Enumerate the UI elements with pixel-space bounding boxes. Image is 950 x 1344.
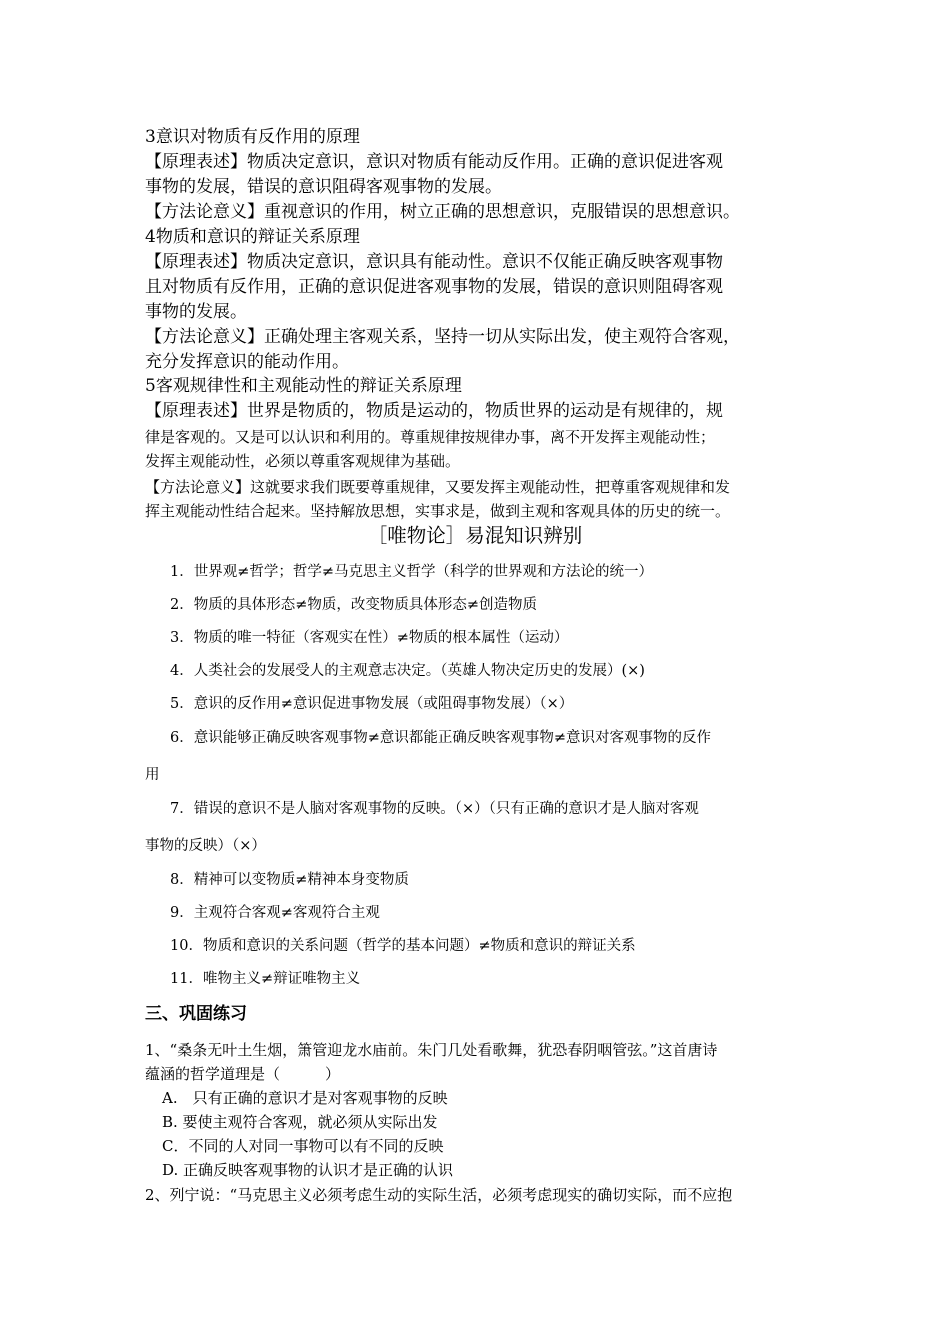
option-b: B. 要使主观符合客观，就必须从实际出发 xyxy=(162,1113,438,1131)
confusion-item: 6．意识能够正确反映客观事物≠意识都能正确反映客观事物≠意识对客观事物的反作 xyxy=(170,730,712,746)
section5-principle-line1: 【原理表述】世界是物质的，物质是运动的，物质世界的运动是有规律的，规 xyxy=(145,401,723,421)
confusion-item: 5．意识的反作用≠意识促进事物发展（或阻碍事物发展）（×） xyxy=(170,696,574,712)
confusion-item: 10．物质和意识的关系问题（哲学的基本问题）≠物质和意识的辩证关系 xyxy=(170,938,636,954)
section5-method-line2: 挥主观能动性结合起来。坚持解放思想，实事求是，做到主观和客观具体的历史的统一。 xyxy=(145,502,731,520)
confusion-item: 7．错误的意识不是人脑对客观事物的反映。（×）（只有正确的意识才是人脑对客观 xyxy=(170,801,699,817)
section3-method: 【方法论意义】重视意识的作用，树立正确的思想意识，克服错误的思想意识。 xyxy=(145,202,740,222)
question-1-line1: 1、“桑条无叶土生烟，箫管迎龙水庙前。朱门几处看歌舞，犹恐春阴咽管弦。”这首唐诗 xyxy=(145,1041,718,1059)
question-2-line1: 2、列宁说：“马克思主义必须考虑生动的实际生活，必须考虑现实的确切实际，而不应抱 xyxy=(145,1186,733,1204)
exercise-heading: 三、巩固练习 xyxy=(145,1004,247,1024)
section4-principle-line1: 【原理表述】物质决定意识，意识具有能动性。意识不仅能正确反映客观事物 xyxy=(145,252,723,272)
confusion-item: 9．主观符合客观≠客观符合主观 xyxy=(170,905,380,921)
option-a: A. 只有正确的意识才是对客观事物的反映 xyxy=(162,1089,448,1107)
section5-principle-line3: 发挥主观能动性，必须以尊重客观规律为基础。 xyxy=(145,452,461,470)
confusion-item-wrap: 事物的反映）（×） xyxy=(145,838,266,854)
section3-principle-line2: 事物的发展，错误的意识阻碍客观事物的发展。 xyxy=(145,177,502,197)
question-1-line2: 蕴涵的哲学道理是（ ） xyxy=(145,1065,341,1083)
confusion-heading: ［唯物论］易混知识辨别 xyxy=(367,524,583,547)
section4-method-line1: 【方法论意义】正确处理主客观关系，坚持一切从实际出发，使主观符合客观， xyxy=(145,327,740,347)
section4-principle-line2: 且对物质有反作用，正确的意识促进客观事物的发展，错误的意识则阻碍客观 xyxy=(145,277,723,297)
confusion-item: 11．唯物主义≠辩证唯物主义 xyxy=(170,971,361,987)
section4-method-line2: 充分发挥意识的能动作用。 xyxy=(145,352,349,372)
option-d: D. 正确反映客观事物的认识才是正确的认识 xyxy=(162,1161,454,1179)
section4-title: 4物质和意识的辩证关系原理 xyxy=(145,227,360,247)
confusion-item: 1．世界观≠哲学；哲学≠马克思主义哲学（科学的世界观和方法论的统一） xyxy=(170,564,654,580)
section3-principle-line1: 【原理表述】物质决定意识，意识对物质有能动反作用。正确的意识促进客观 xyxy=(145,152,723,172)
option-c: C．不同的人对同一事物可以有不同的反映 xyxy=(162,1137,444,1155)
confusion-item: 3．物质的唯一特征（客观实在性）≠物质的根本属性（运动） xyxy=(170,630,569,646)
confusion-item: 8．精神可以变物质≠精神本身变物质 xyxy=(170,872,409,888)
section5-principle-line2: 律是客观的。又是可以认识和利用的。尊重规律按规律办事，离不开发挥主观能动性； xyxy=(145,428,716,446)
section5-title: 5客观规律性和主观能动性的辩证关系原理 xyxy=(145,376,462,396)
confusion-item-wrap: 用 xyxy=(145,767,160,783)
section4-principle-line3: 事物的发展。 xyxy=(145,302,247,322)
section5-method-line1: 【方法论意义】这就要求我们既要尊重规律，又要发挥主观能动性，把尊重客观规律和发 xyxy=(145,478,731,496)
confusion-item: 4．人类社会的发展受人的主观意志决定。（英雄人物决定历史的发展）(×) xyxy=(170,663,645,679)
confusion-item: 2．物质的具体形态≠物质，改变物质具体形态≠创造物质 xyxy=(170,597,538,613)
section3-title: 3意识对物质有反作用的原理 xyxy=(145,127,360,147)
